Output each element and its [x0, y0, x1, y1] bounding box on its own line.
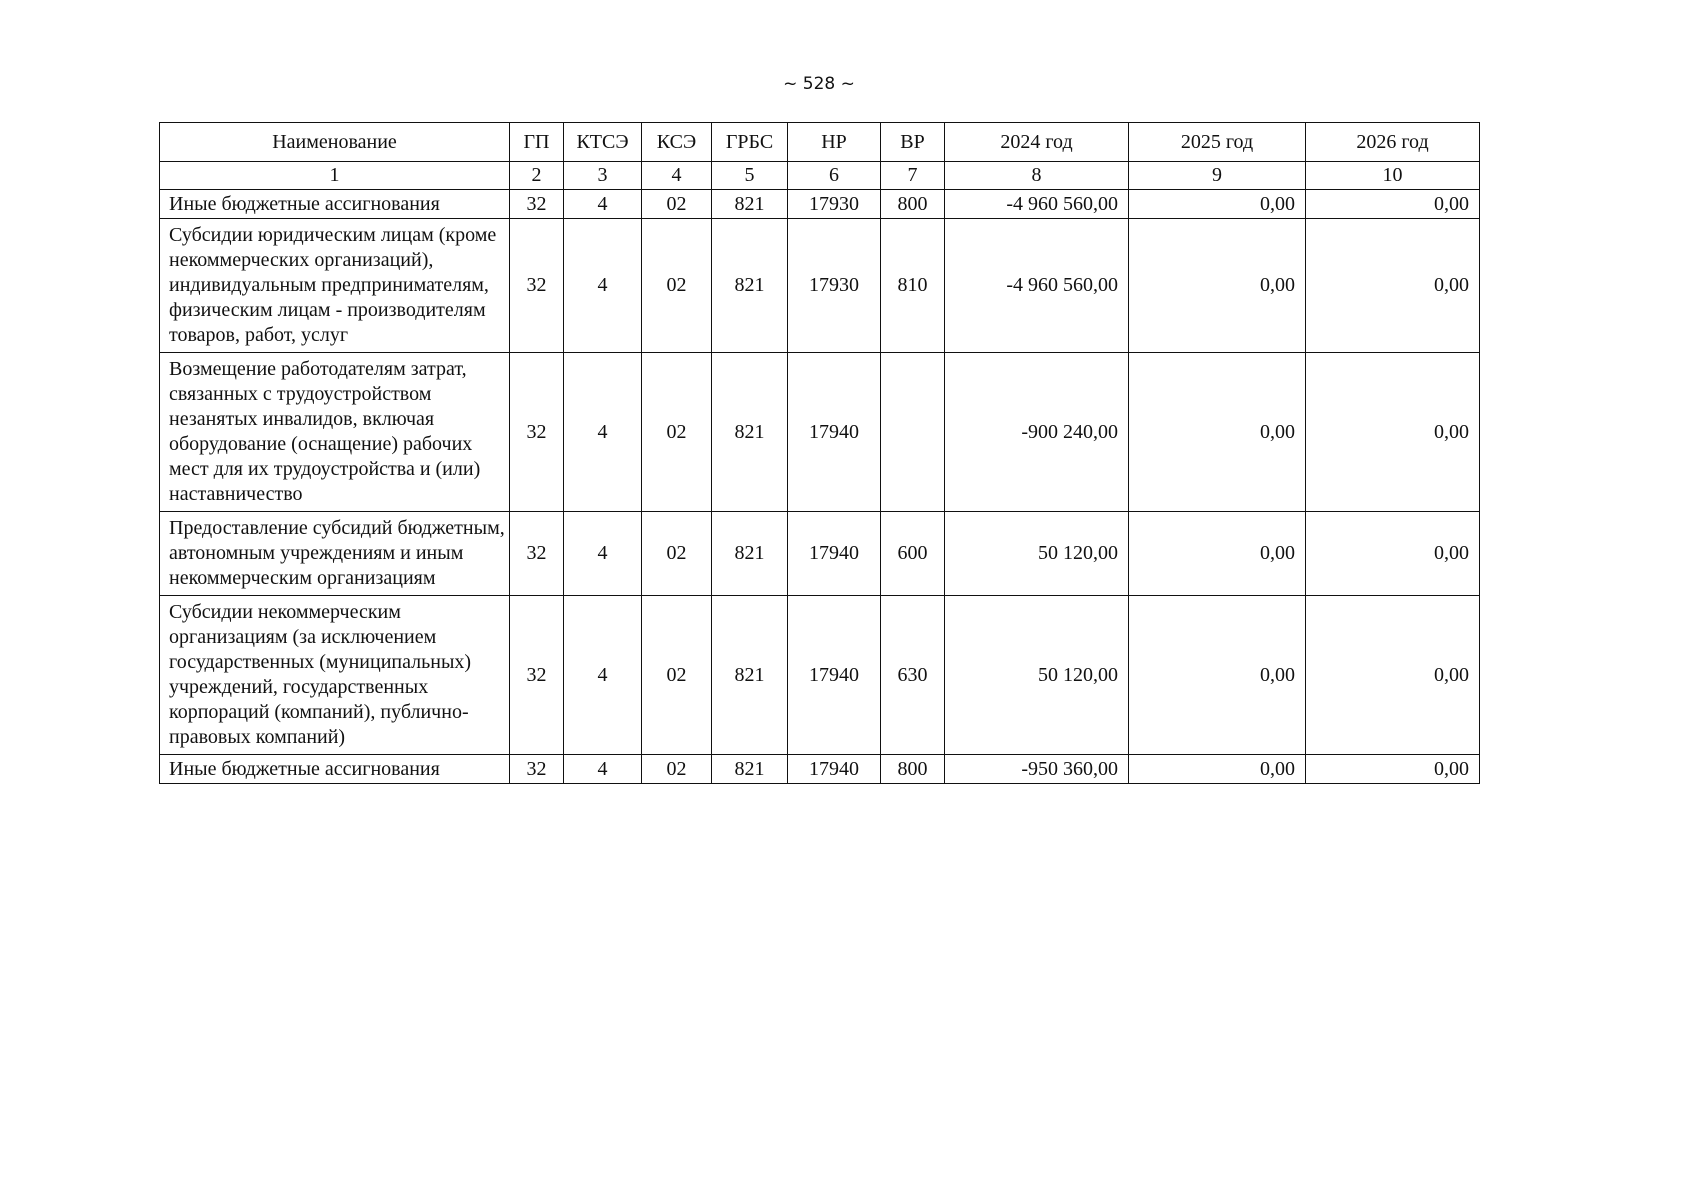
cell-2024: -900 240,00 — [945, 353, 1129, 512]
cell-nr: 17940 — [788, 596, 881, 755]
cell-ktse: 4 — [564, 219, 642, 353]
cell-vr: 800 — [881, 190, 945, 219]
cell-2025: 0,00 — [1129, 512, 1306, 596]
cell-2026: 0,00 — [1306, 512, 1480, 596]
budget-table — [159, 122, 1480, 784]
cell-2026: 0,00 — [1306, 353, 1480, 512]
cell-nr: 17930 — [788, 219, 881, 353]
header-gp: ГП — [510, 123, 564, 162]
cell-vr: 630 — [881, 596, 945, 755]
row-name: Иные бюджетные ассигнования — [160, 190, 510, 219]
cell-2025: 0,00 — [1129, 190, 1306, 219]
cell-kse: 02 — [642, 219, 712, 353]
header-2026: 2026 год — [1306, 123, 1480, 162]
cell-2025: 0,00 — [1129, 353, 1306, 512]
cell-ktse: 4 — [564, 755, 642, 784]
column-number: 6 — [788, 162, 881, 190]
cell-grbs: 821 — [712, 755, 788, 784]
table-row — [160, 755, 1480, 784]
table-header-row — [160, 123, 1480, 162]
cell-grbs: 821 — [712, 190, 788, 219]
table-row — [160, 512, 1480, 596]
header-2024: 2024 год — [945, 123, 1129, 162]
header-ktse: КТСЭ — [564, 123, 642, 162]
row-name: Возмещение работодателям затрат, связанных с трудоустройством незанятых инвалидов, включая оборудование (оснащение) рабочих мест для их трудоустройства и (или) наставничество — [160, 353, 510, 512]
cell-kse: 02 — [642, 755, 712, 784]
cell-gp: 32 — [510, 219, 564, 353]
cell-kse: 02 — [642, 596, 712, 755]
cell-2024: -950 360,00 — [945, 755, 1129, 784]
cell-ktse: 4 — [564, 596, 642, 755]
column-number: 10 — [1306, 162, 1480, 190]
cell-grbs: 821 — [712, 512, 788, 596]
row-name: Субсидии юридическим лицам (кроме некоммерческих организаций), индивидуальным предпринимателям, физическим лицам - производителям товаров, работ, услуг — [160, 219, 510, 353]
cell-vr: 800 — [881, 755, 945, 784]
header-vr: ВР — [881, 123, 945, 162]
cell-gp: 32 — [510, 755, 564, 784]
header-grbs: ГРБС — [712, 123, 788, 162]
cell-2025: 0,00 — [1129, 219, 1306, 353]
cell-nr: 17940 — [788, 353, 881, 512]
column-number: 8 — [945, 162, 1129, 190]
table-row — [160, 596, 1480, 755]
cell-ktse: 4 — [564, 190, 642, 219]
cell-kse: 02 — [642, 353, 712, 512]
cell-gp: 32 — [510, 353, 564, 512]
page-number: ~ 528 ~ — [783, 74, 855, 94]
row-name: Субсидии некоммерческим организациям (за исключением государственных (муниципальных) учреждений, государственных корпораций (компаний), публично-правовых компаний) — [160, 596, 510, 755]
column-number: 2 — [510, 162, 564, 190]
cell-2024: -4 960 560,00 — [945, 190, 1129, 219]
cell-vr: 810 — [881, 219, 945, 353]
table-row — [160, 190, 1480, 219]
cell-gp: 32 — [510, 512, 564, 596]
column-number-row — [160, 162, 1480, 190]
cell-ktse: 4 — [564, 353, 642, 512]
header-nr: НР — [788, 123, 881, 162]
cell-kse: 02 — [642, 512, 712, 596]
cell-gp: 32 — [510, 596, 564, 755]
cell-2026: 0,00 — [1306, 596, 1480, 755]
cell-nr: 17940 — [788, 512, 881, 596]
cell-grbs: 821 — [712, 219, 788, 353]
column-number: 1 — [160, 162, 510, 190]
cell-2024: -4 960 560,00 — [945, 219, 1129, 353]
row-name: Предоставление субсидий бюджетным, автономным учреждениям и иным некоммерческим организациям — [160, 512, 510, 596]
table-row — [160, 219, 1480, 353]
column-number: 5 — [712, 162, 788, 190]
cell-2025: 0,00 — [1129, 596, 1306, 755]
column-number: 9 — [1129, 162, 1306, 190]
cell-2026: 0,00 — [1306, 219, 1480, 353]
row-name: Иные бюджетные ассигнования — [160, 755, 510, 784]
cell-2026: 0,00 — [1306, 755, 1480, 784]
cell-grbs: 821 — [712, 353, 788, 512]
cell-kse: 02 — [642, 190, 712, 219]
cell-vr: 600 — [881, 512, 945, 596]
header-2025: 2025 год — [1129, 123, 1306, 162]
cell-2024: 50 120,00 — [945, 512, 1129, 596]
cell-nr: 17930 — [788, 190, 881, 219]
header-kse: КСЭ — [642, 123, 712, 162]
column-number: 7 — [881, 162, 945, 190]
cell-2025: 0,00 — [1129, 755, 1306, 784]
table-row — [160, 353, 1480, 512]
cell-grbs: 821 — [712, 596, 788, 755]
cell-2024: 50 120,00 — [945, 596, 1129, 755]
cell-gp: 32 — [510, 190, 564, 219]
column-number: 4 — [642, 162, 712, 190]
cell-nr: 17940 — [788, 755, 881, 784]
cell-ktse: 4 — [564, 512, 642, 596]
cell-2026: 0,00 — [1306, 190, 1480, 219]
header-name: Наименование — [160, 123, 510, 162]
cell-vr — [881, 353, 945, 512]
column-number: 3 — [564, 162, 642, 190]
